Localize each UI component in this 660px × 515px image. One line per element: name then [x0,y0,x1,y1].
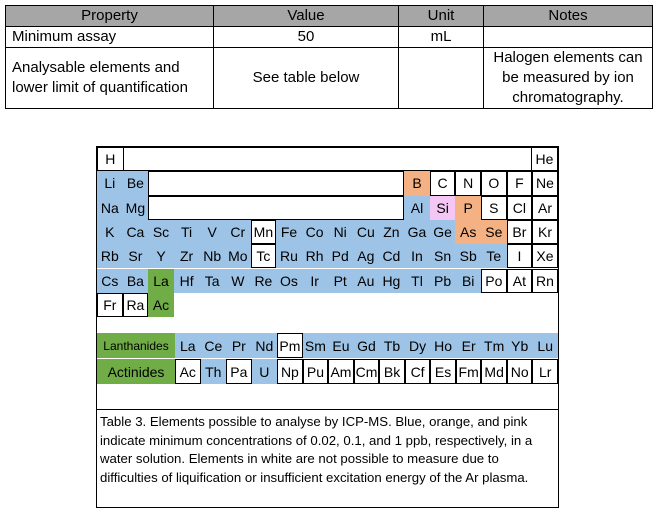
element-cm-actinide: Cm [354,359,380,384]
element-in: In [404,244,430,268]
element-br: Br [507,220,533,244]
element-rb: Rb [97,244,123,268]
element-pr-lanthanide: Pr [226,333,252,358]
element-u-actinide: U [252,359,278,384]
element-bk-actinide: Bk [379,359,405,384]
element-hg: Hg [379,269,405,293]
header-unit: Unit [399,6,484,27]
element-lu-lanthanide: Lu [532,333,558,358]
element-tb-lanthanide: Tb [379,333,405,358]
table-row [6,48,653,109]
cell-notes: Halogen elements can be measured by ion chromatography. [484,48,653,109]
element-dy-lanthanide: Dy [405,333,431,358]
header-property: Property [6,6,214,27]
element-ba: Ba [123,269,149,293]
element-pa-actinide: Pa [226,359,252,384]
element-yb-lanthanide: Yb [507,333,533,358]
element-b: B [404,171,430,195]
header-row [6,6,653,27]
element-md-actinide: Md [481,359,507,384]
element-s: S [481,196,507,220]
table-row [6,27,653,48]
element-v: V [199,220,225,244]
element-th-actinide: Th [201,359,227,384]
element-li: Li [97,171,123,195]
element-tm-lanthanide: Tm [481,333,507,358]
element-bi: Bi [455,269,481,293]
element-co: Co [302,220,328,244]
row1-gap [123,147,533,171]
lanthanides-label: Lanthanides [97,333,175,358]
element-xe: Xe [532,244,558,268]
element-ti: Ti [174,220,200,244]
element-mg: Mg [123,196,149,220]
element-pb: Pb [430,269,456,293]
element-p: P [455,196,481,220]
element-er-lanthanide: Er [456,333,482,358]
element-cl: Cl [507,196,533,220]
element-eu-lanthanide: Eu [328,333,354,358]
element-h: H [97,147,123,171]
element-re: Re [251,269,277,293]
element-si: Si [430,196,456,220]
figure-caption: Table 3. Elements possible to analyse by ICP-MS. Blue, orange, and pink indicate minimum concentrations of 0.02, 0.1, and 1 ppb, respectively, in a water solution. Elements in white are not possible to measure due to difficulties of liquification or insufficient excitation energy of the Ar plasma. [97,409,558,507]
element-cf-actinide: Cf [405,359,431,384]
element-la: La [148,269,174,293]
element-os: Os [276,269,302,293]
element-ac-actinide: Ac [175,359,201,384]
element-sb: Sb [455,244,481,268]
element-tc: Tc [251,244,277,268]
element-mn: Mn [251,220,277,244]
element-ag: Ag [353,244,379,268]
element-na: Na [97,196,123,220]
element-o: O [481,171,507,195]
element-ra: Ra [123,293,149,317]
element-i: I [507,244,533,268]
element-la-lanthanide: La [175,333,201,358]
element-cd: Cd [379,244,405,268]
element-ar: Ar [532,196,558,220]
element-cr: Cr [225,220,251,244]
row3-gap [148,196,404,220]
cell-property: Minimum assay [6,27,214,48]
cell-unit [399,48,484,109]
element-fr: Fr [97,293,123,317]
element-ne: Ne [532,171,558,195]
element-sr: Sr [123,244,149,268]
properties-table [5,5,653,109]
element-be: Be [123,171,149,195]
element-sc: Sc [148,220,174,244]
row2-gap [148,171,404,195]
element-n: N [455,171,481,195]
element-ac: Ac [148,293,174,317]
element-no-actinide: No [507,359,533,384]
cell-value: See table below [214,48,399,109]
element-sn: Sn [430,244,456,268]
element-rh: Rh [302,244,328,268]
header-notes: Notes [484,6,653,27]
element-lr-actinide: Lr [532,359,558,384]
element-ce-lanthanide: Ce [201,333,227,358]
element-ca: Ca [123,220,149,244]
element-ga: Ga [404,220,430,244]
cell-value: 50 [214,27,399,48]
cell-unit: mL [399,27,484,48]
element-sm-lanthanide: Sm [303,333,329,358]
element-pt: Pt [327,269,353,293]
element-hf: Hf [174,269,200,293]
element-tl: Tl [404,269,430,293]
element-he: He [532,147,558,171]
element-am-actinide: Am [328,359,354,384]
element-y: Y [148,244,174,268]
element-ta: Ta [199,269,225,293]
periodic-table-figure [96,146,559,508]
element-at: At [507,269,533,293]
element-c: C [430,171,456,195]
element-mo: Mo [225,244,251,268]
element-f: F [507,171,533,195]
element-ge: Ge [430,220,456,244]
element-k: K [97,220,123,244]
element-zr: Zr [174,244,200,268]
element-pu-actinide: Pu [303,359,329,384]
element-ho-lanthanide: Ho [430,333,456,358]
element-np-actinide: Np [277,359,303,384]
element-po: Po [481,269,507,293]
element-kr: Kr [532,220,558,244]
element-es-actinide: Es [430,359,456,384]
element-fe: Fe [276,220,302,244]
element-ru: Ru [276,244,302,268]
element-al: Al [404,196,430,220]
element-te: Te [481,244,507,268]
actinides-label: Actinides [97,359,175,384]
element-as: As [455,220,481,244]
element-cu: Cu [353,220,379,244]
element-gd-lanthanide: Gd [354,333,380,358]
element-au: Au [353,269,379,293]
element-se: Se [481,220,507,244]
element-fm-actinide: Fm [456,359,482,384]
element-ni: Ni [327,220,353,244]
header-value: Value [214,6,399,27]
element-zn: Zn [379,220,405,244]
cell-property: Analysable elements and lower limit of quantification [6,48,214,109]
element-rn: Rn [532,269,558,293]
element-cs: Cs [97,269,123,293]
element-pm-lanthanide: Pm [277,333,303,358]
element-nb: Nb [199,244,225,268]
element-ir: Ir [302,269,328,293]
element-nd-lanthanide: Nd [252,333,278,358]
cell-notes [484,27,653,48]
element-pd: Pd [327,244,353,268]
element-w: W [225,269,251,293]
